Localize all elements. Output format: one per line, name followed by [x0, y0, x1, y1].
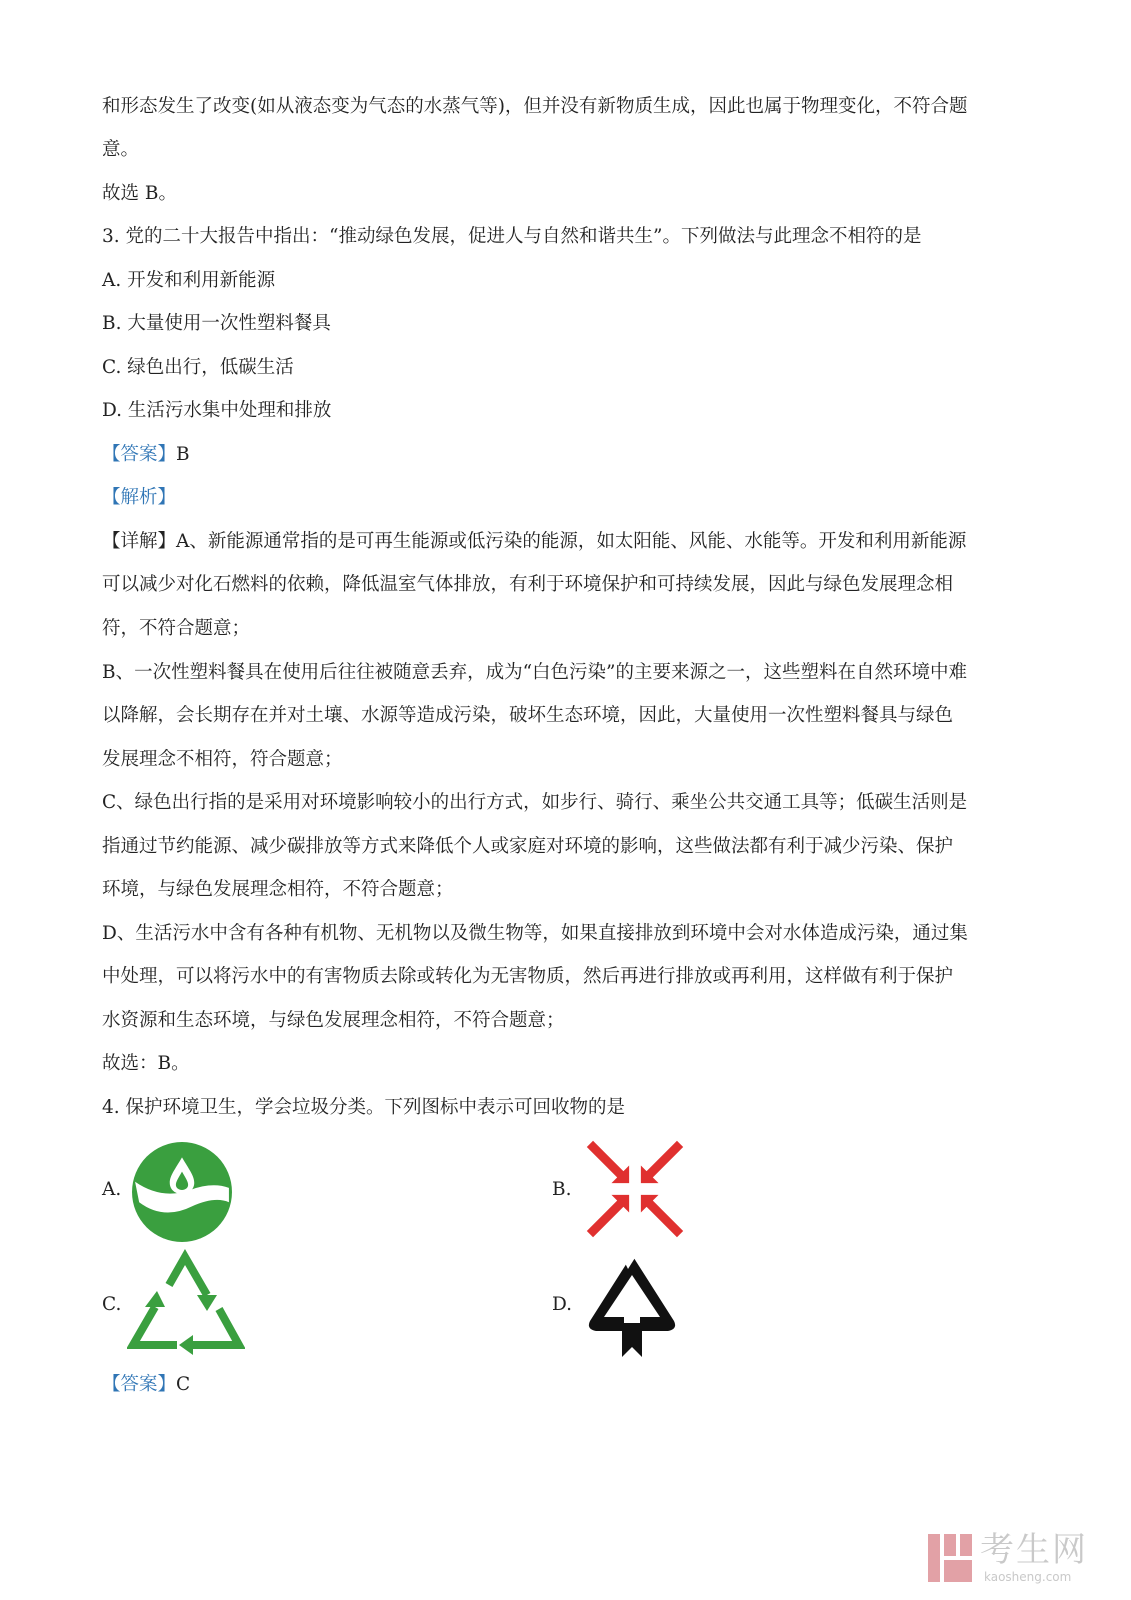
question-3-option-c: C. 绿色出行，低碳生活 [102, 357, 294, 378]
question-3-answer [102, 442, 190, 468]
question-4-answer [102, 1372, 190, 1398]
inward-arrows-icon [584, 1140, 686, 1238]
kaosheng-logo-icon [928, 1534, 972, 1582]
water-saving-icon [131, 1141, 233, 1243]
detail-text: A、新能源通常指的是可再生能源或低污染的能源，如太阳能、风能、水能等。开发和利用新能源 [176, 531, 967, 552]
analysis-tag: 【解析】 [102, 487, 177, 508]
body-text-line: 中处理，可以将污水中的有害物质去除或转化为无害物质，然后再进行排放或再利用，这样做有利于保护 [102, 966, 954, 987]
recycle-icon [127, 1249, 245, 1355]
body-text-line: 环境，与绿色发展理念相符，不符合题意； [102, 879, 454, 900]
detail-tag: 【详解】 [102, 531, 177, 552]
body-text-line: 故选：B。 [102, 1053, 190, 1074]
answer-tag: 【答案】 [102, 444, 177, 465]
option-a-label: A. [102, 1179, 122, 1200]
question-4-stem: 4. 保护环境卫生，学会垃圾分类。下列图标中表示可回收物的是 [102, 1097, 626, 1118]
body-text-line: 可以减少对化石燃料的依赖，降低温室气体排放，有利于环境保护和可持续发展，因此与绿色发展理念相 [102, 574, 954, 595]
question-3-option-b: B. 大量使用一次性塑料餐具 [102, 313, 331, 334]
answer-value: C [176, 1374, 191, 1395]
body-text-line: 符，不符合题意； [102, 618, 251, 639]
question-3-option-a: A. 开发和利用新能源 [102, 270, 276, 291]
option-d-label: D. [552, 1294, 573, 1315]
analysis-heading [102, 485, 176, 511]
body-text-line: D、生活污水中含有各种有机物、无机物以及微生物等，如果直接排放到环境中会对水体造成污染，通过集 [102, 923, 968, 944]
body-text-line: B、一次性塑料餐具在使用后往往被随意丢弃，成为“白色污染”的主要来源之一，这些塑料在自然环境中难 [102, 662, 968, 683]
watermark-name: 考生网 [980, 1530, 1088, 1570]
body-text-line: 指通过节约能源、减少碳排放等方式来降低个人或家庭对环境的影响，这些做法都有利于减少污染、保护 [102, 836, 954, 857]
detail-line [102, 529, 966, 555]
watermark-url: kaosheng.com [984, 1570, 1072, 1584]
body-text-line: 意。 [102, 139, 140, 160]
body-text-line: 和形态发生了改变(如从液态变为气态的水蒸气等)，但并没有新物质生成，因此也属于物理变化，不符合题 [102, 96, 968, 117]
question-3-option-d: D. 生活污水集中处理和排放 [102, 400, 332, 421]
answer-value: B [176, 444, 190, 465]
body-text-line: 以降解，会长期存在并对土壤、水源等造成污染，破坏生态环境，因此，大量使用一次性塑料餐具与绿色 [102, 705, 954, 726]
body-text-line: 水资源和生态环境，与绿色发展理念相符，不符合题意； [102, 1010, 565, 1031]
black-arrow-triangle-icon [582, 1249, 682, 1361]
option-c-label: C. [102, 1294, 122, 1315]
watermark-logo [928, 1530, 1118, 1586]
option-b-label: B. [552, 1179, 572, 1200]
body-text-line: C、绿色出行指的是采用对环境影响较小的出行方式，如步行、骑行、乘坐公共交通工具等；低碳生活则是 [102, 792, 968, 813]
body-text-line: 故选 B。 [102, 183, 177, 204]
answer-tag: 【答案】 [102, 1374, 177, 1395]
question-3-stem: 3. 党的二十大报告中指出：“推动绿色发展，促进人与自然和谐共生”。下列做法与此理念不相符的是 [102, 226, 922, 247]
body-text-line: 发展理念不相符，符合题意； [102, 749, 343, 770]
